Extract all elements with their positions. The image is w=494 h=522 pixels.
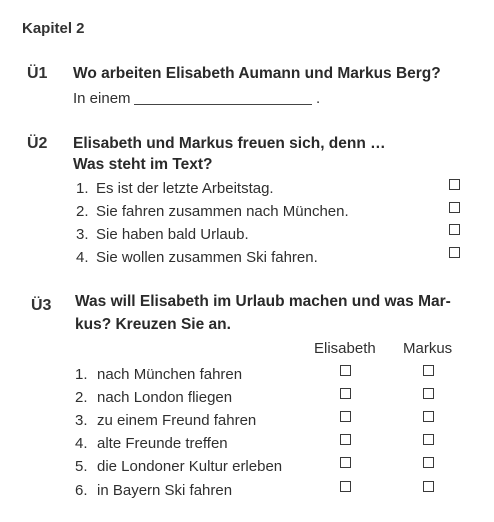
exercise-u2-question-line1: Elisabeth und Markus freuen sich, denn … xyxy=(73,135,386,152)
checkbox-elisabeth-6[interactable] xyxy=(340,481,351,492)
checkbox-elisabeth-1[interactable] xyxy=(340,365,351,376)
table-row-text: nach London fliegen xyxy=(97,389,233,406)
checkbox-markus-1[interactable] xyxy=(423,365,434,376)
answer-blank-line[interactable] xyxy=(134,104,312,105)
checkbox-markus-3[interactable] xyxy=(423,411,434,422)
list-item-text: Sie fahren zusammen nach München. xyxy=(96,203,349,220)
checkbox-u2-1[interactable] xyxy=(449,179,460,190)
list-item-number: 2. xyxy=(76,203,89,220)
checkbox-elisabeth-4[interactable] xyxy=(340,434,351,445)
column-header-markus: Markus xyxy=(403,340,453,357)
table-row-text: in Bayern Ski fahren xyxy=(97,482,233,499)
checkbox-markus-4[interactable] xyxy=(423,434,434,445)
exercise-u1-question: Wo arbeiten Elisabeth Aumann und Markus Berg? xyxy=(73,65,441,82)
checkbox-u2-2[interactable] xyxy=(449,202,460,213)
exercise-number-u3: Ü3 xyxy=(31,297,52,314)
table-row-number: 5. xyxy=(75,458,88,475)
exercise-u1-prefix: In einem xyxy=(73,90,131,107)
table-row-number: 1. xyxy=(75,366,88,383)
list-item-number: 3. xyxy=(76,226,89,243)
checkbox-elisabeth-5[interactable] xyxy=(340,457,351,468)
exercise-u3-question-line1: Was will Elisabeth im Urlaub machen und was Mar- xyxy=(75,293,451,310)
table-row-number: 4. xyxy=(75,435,88,452)
exercise-u3-question-line2: kus? Kreuzen Sie an. xyxy=(75,316,231,333)
table-row-text: die Londoner Kultur erleben xyxy=(97,458,283,475)
table-row-number: 3. xyxy=(75,412,88,429)
table-row-text: alte Freunde treffen xyxy=(97,435,228,452)
exercise-u2-question-line2: Was steht im Text? xyxy=(73,156,213,173)
checkbox-u2-4[interactable] xyxy=(449,247,460,258)
list-item-number: 4. xyxy=(76,249,89,266)
table-row-number: 2. xyxy=(75,389,88,406)
column-header-elisabeth: Elisabeth xyxy=(314,340,376,357)
list-item-text: Sie haben bald Urlaub. xyxy=(96,226,249,243)
table-row-number: 6. xyxy=(75,482,88,499)
exercise-number-u2: Ü2 xyxy=(27,135,48,152)
checkbox-elisabeth-3[interactable] xyxy=(340,411,351,422)
checkbox-markus-6[interactable] xyxy=(423,481,434,492)
table-row-text: nach München fahren xyxy=(97,366,243,383)
list-item-number: 1. xyxy=(76,180,89,197)
list-item-text: Sie wollen zusammen Ski fahren. xyxy=(96,249,318,266)
exercise-u1-suffix: . xyxy=(316,90,321,107)
checkbox-u2-3[interactable] xyxy=(449,224,460,235)
exercise-number-u1: Ü1 xyxy=(27,65,48,82)
chapter-heading: Kapitel 2 xyxy=(22,20,85,37)
checkbox-markus-5[interactable] xyxy=(423,457,434,468)
checkbox-markus-2[interactable] xyxy=(423,388,434,399)
checkbox-elisabeth-2[interactable] xyxy=(340,388,351,399)
list-item-text: Es ist der letzte Arbeitstag. xyxy=(96,180,274,197)
table-row-text: zu einem Freund fahren xyxy=(97,412,257,429)
